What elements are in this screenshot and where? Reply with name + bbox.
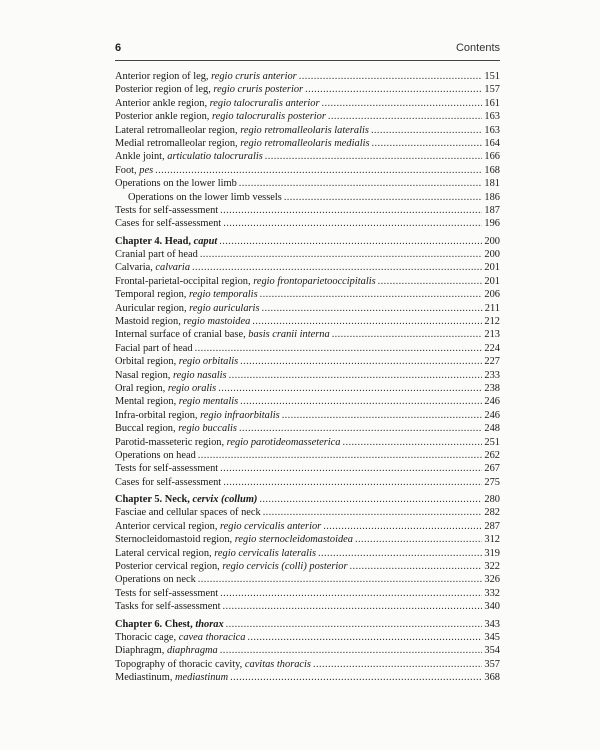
toc-entry-latin-term: thorax [195,618,224,630]
toc-entry-title [115,248,198,261]
dot-leader [262,302,483,315]
toc-entry-title [115,587,218,600]
toc-entry [115,409,500,422]
toc-entry-title-text: Operations on the lower limb [115,178,237,190]
toc-entry-title-text: Tests for self-assessment [115,204,219,216]
dot-leader [260,288,483,301]
dot-leader [332,328,483,341]
toc-entry-latin-term: regio cervicis (colli) posterior [222,561,348,573]
toc-entry [115,507,500,520]
dot-leader [222,600,482,613]
dot-leader [299,70,483,83]
toc-entry [115,382,500,395]
toc-entry-page-number: 186 [484,191,500,203]
toc-entry [115,204,500,217]
toc-entry [115,573,500,586]
toc-entry [115,658,500,671]
dot-leader [252,315,482,328]
toc-entry-latin-term: regio parotideomasseterica [226,436,341,448]
toc-entry-latin-term: regio sternocleidomastoidea [234,534,353,546]
toc-entry-title-text: Buccal region, [115,423,179,435]
toc-entry-page-number: 213 [484,329,500,341]
toc-entry-title-text: Posterior cervical region, [115,561,223,573]
toc-entry-page-number: 224 [484,342,500,354]
toc-entry [115,671,500,684]
toc-entry-latin-term: cavea thoracica [178,632,246,643]
toc-entry-page-number: 280 [484,494,500,506]
toc-entry-page-number: 332 [484,587,500,599]
toc-entry-title [115,275,376,288]
toc-entry-title [115,355,238,368]
toc-entry-title-text: Oral region, [115,382,168,394]
toc-entry-latin-term: regio retromalleolaris lateralis [240,124,369,136]
toc-entry-title-text: Foot, [115,164,140,176]
toc-entry-title [115,533,353,546]
toc-entry-page-number: 196 [484,218,500,230]
running-title: Contents [455,42,500,54]
toc-entry-title [115,658,311,671]
toc-entry-title [115,342,193,355]
toc-entry-title [115,164,153,177]
toc-entry-title [115,217,221,230]
toc-entry-page-number: 181 [484,178,500,190]
dot-leader [198,573,483,586]
toc-entry-title [115,395,238,408]
toc-entry-latin-term: regio retromalleolaris medialis [240,137,370,149]
toc-entry [115,355,500,368]
dot-leader [247,631,482,644]
toc-entry [115,248,500,261]
toc-entry-latin-term: regio talocruralis anterior [209,97,320,109]
dot-leader [328,110,483,123]
toc-entry-title-text: Cases for self-assessment [115,476,222,488]
toc-entry-latin-term: diaphragma [166,645,218,657]
toc-entry-latin-term: articulatio talocruralis [167,151,263,163]
dot-leader [378,275,483,288]
toc-entry-title [115,261,190,274]
toc-entry [115,150,500,163]
toc-entry-page-number: 201 [484,262,500,274]
dot-leader [220,587,482,600]
toc-entry-page-number: 246 [484,396,500,408]
toc-entry-page-number: 200 [484,249,500,261]
toc-entry-title-text: Operations on the lower limb vessels [128,191,282,203]
toc-entry-title-text: Operations on head [115,449,196,461]
toc-entry-title-text: Frontal-parietal-occipital region, [115,275,254,287]
toc-entry-page-number: 238 [484,382,500,394]
toc-entry-title-text: Anterior cervical region, [115,520,221,532]
toc-entry-latin-term: regio cervicalis anterior [220,520,322,532]
toc-entry-page-number: 357 [484,658,500,670]
dot-leader [342,436,482,449]
dot-leader [155,164,482,177]
toc-entry-latin-term: regio frontoparietooccipitalis [253,275,376,287]
toc-entry-page-number: 262 [484,449,500,461]
toc-entry-title-text: Tasks for self-assessment [115,601,221,613]
toc-entry [115,70,500,83]
toc-entry-title [115,369,227,382]
toc-entry-page-number: 187 [484,204,500,216]
toc-entry-page-number: 227 [484,356,500,368]
toc-entry-page-number: 322 [484,561,500,573]
toc-entry-title [115,476,221,489]
toc-entry-title [115,547,316,560]
toc-entry-title [115,328,330,341]
toc-entry-latin-term: regio nasalis [173,369,227,381]
toc-entry-latin-term: regio oralis [167,382,217,394]
toc-entry [115,137,500,150]
toc-entry [115,449,500,462]
toc-entry-title-text: Orbital region, [115,356,179,368]
toc-entry-latin-term: regio mentalis [178,396,239,408]
toc-entry-page-number: 168 [484,164,500,176]
dot-leader [259,493,482,506]
toc-entry-title [115,204,218,217]
dot-leader [240,395,482,408]
toc-entry-page-number: 251 [484,436,500,448]
toc-entry-latin-term: regio temporalis [189,289,258,301]
toc-entry-latin-term: regio mastoidea [183,316,251,328]
toc-entry-title-text: Posterior ankle region, [115,111,212,123]
toc-entry-title [115,70,297,83]
dot-leader [220,644,483,657]
toc-entry-title [115,235,217,248]
header-rule [115,60,500,61]
dot-leader [226,618,483,631]
dot-leader [355,533,482,546]
toc-entry-latin-term: regio cervicalis lateralis [214,547,317,559]
toc-entry-title-text: Thoracic cage, [115,632,179,643]
toc-entry [115,436,500,449]
dot-leader [282,409,483,422]
toc-entry [115,288,500,301]
toc-entry-title [115,315,250,328]
dot-leader [195,342,483,355]
toc-entry-page-number: 248 [484,423,500,435]
toc-entry-page-number: 368 [484,672,500,684]
toc-entry-title-text: Tests for self-assessment [115,463,219,475]
toc-entry-title-text: Internal surface of cranial base, [115,329,249,341]
toc-entry-title [115,97,320,110]
dot-leader [371,124,482,137]
dot-leader [349,560,482,573]
toc-entry-latin-term: caput [193,235,218,247]
toc-entry [115,644,500,657]
dot-leader [220,204,482,217]
toc-entry-title-text: Medial retromalleolar region, [115,137,241,149]
dot-leader [284,191,483,204]
toc-entry-latin-term: basis cranii interna [248,329,330,341]
toc-entry-page-number: 267 [484,463,500,475]
toc-entry-page-number: 287 [484,520,500,532]
toc-entry-title-text: Infra-orbital region, [115,409,201,421]
toc-entry [115,560,500,573]
toc-entry-title-text: Operations on neck [115,574,196,586]
toc-entry-page-number: 345 [484,632,500,643]
toc-entry [115,631,500,644]
toc-entry-title [115,83,303,96]
toc-entry-page-number: 275 [484,476,500,488]
dot-leader [323,520,482,533]
toc-entry [115,83,500,96]
toc-entry-page-number: 151 [484,70,500,82]
toc-entry [115,217,500,230]
toc-entry-title-text: Parotid-masseteric region, [115,436,227,448]
toc-entry-title-text: Anterior region of leg, [115,70,212,82]
toc-entry [115,395,500,408]
toc-entry-title-text: Topography of thoracic cavity, [115,658,245,670]
toc-entry-title [115,137,370,150]
toc-entry [115,476,500,489]
toc-entry-title-text: Mastoid region, [115,316,184,328]
toc-entry-title [115,422,237,435]
dot-leader [223,476,482,489]
toc-entry-title [115,382,216,395]
toc-entry-latin-term: calvaria [155,262,191,274]
toc-entry [115,328,500,341]
toc-chapter-entry [115,493,500,506]
toc-entry-page-number: 343 [484,618,500,630]
toc-entry-page-number: 166 [484,151,500,163]
toc-entry-page-number: 157 [484,84,500,96]
toc-entry [115,302,500,315]
dot-leader [318,547,482,560]
toc-entry-title-text: Lateral retromalleolar region, [115,124,241,136]
toc-entry-title [115,644,218,657]
toc-entry-title-text: Temporal region, [115,289,190,301]
toc-entry-page-number: 212 [484,316,500,328]
toc-entry-title [115,493,257,506]
toc-entry-page-number: 246 [484,409,500,421]
toc-entry-title [115,110,326,123]
dot-leader [200,248,483,261]
toc-entry-title-text: Mediastinum, [115,672,176,684]
dot-leader [372,137,483,150]
dot-leader [313,658,482,671]
toc-entry-page-number: 206 [484,289,500,301]
toc-entry-title [115,409,280,422]
toc-entry-title-text: Chapter 5. Neck, [115,494,193,506]
toc-entry-title-text: Tests for self-assessment [115,587,219,599]
toc-entry-title-text: Cranial part of head [115,249,198,261]
toc-entry-title-text: Diaphragm, [115,645,167,657]
toc-entry-title-text: Auricular region, [115,302,190,314]
toc-entry-title-text: Sternocleidomastoid region, [115,534,235,546]
dot-leader [192,261,482,274]
toc-entry-title [115,191,282,204]
toc-entry-latin-term: cavitas thoracis [244,658,311,670]
toc-entry-latin-term: regio infraorbitalis [200,409,280,421]
toc-entry-page-number: 163 [484,124,500,136]
toc-entry-page-number: 326 [484,574,500,586]
toc-entry-title-text: Calvaria, [115,262,156,274]
dot-leader [240,355,482,368]
toc-entry [115,97,500,110]
toc-entry-page-number: 163 [484,111,500,123]
toc-entry [115,422,500,435]
dot-leader [223,217,482,230]
toc-entry [115,369,500,382]
toc-entry [115,462,500,475]
toc-entry [115,275,500,288]
toc-entry-title-text: Chapter 4. Head, [115,235,194,247]
toc-entry-title [115,560,347,573]
toc-entry-title [115,449,196,462]
toc-entry-title [115,177,237,190]
toc-entry-page-number: 161 [484,97,500,109]
toc-entry [115,533,500,546]
dot-leader [322,97,483,110]
toc-entry-page-number: 200 [484,235,500,247]
toc-entry-page-number: 340 [484,601,500,613]
toc-entry-title [115,573,196,586]
toc-entry-latin-term: regio buccalis [178,423,237,435]
toc-entry [115,191,500,204]
toc-entry [115,587,500,600]
toc-entry-latin-term: mediastinum [175,672,229,684]
toc-entry-title-text: Cases for self-assessment [115,218,222,230]
page-header [115,42,500,58]
dot-leader [230,671,482,684]
toc-entry-latin-term: pes [139,164,154,176]
toc-entry-page-number: 312 [484,534,500,546]
toc-entry [115,110,500,123]
toc-entry-page-number: 319 [484,547,500,559]
toc-entry-title [115,506,261,519]
toc-entry-title-text: Mental region, [115,396,179,408]
toc-entry-title-text: Lateral cervical region, [115,547,215,559]
toc-entry [115,177,500,190]
toc-entry [115,124,500,137]
dot-leader [220,462,482,475]
toc-entry-latin-term: regio cruris posterior [213,84,304,96]
dot-leader [265,150,483,163]
toc-entry-title [115,671,228,684]
toc-entry-page-number: 201 [484,275,500,287]
toc-entry [115,315,500,328]
dot-leader [305,83,482,96]
toc-entry [115,342,500,355]
toc-entry-latin-term: regio talocruralis posterior [211,111,326,123]
toc-entry-page-number: 233 [484,369,500,381]
toc-chapter-entry [115,235,500,248]
toc-entry-page-number: 211 [484,302,500,314]
toc-entry-title [115,631,245,644]
toc-entry-title [115,520,321,533]
toc-entry-page-number: 164 [484,137,500,149]
table-of-contents [115,70,500,685]
toc-entry-title-text: Fasciae and cellular spaces of neck [115,507,261,519]
toc-entry-title-text: Anterior ankle region, [115,97,210,109]
toc-entry-title-text: Ankle joint, [115,151,168,163]
toc-entry-title-text: Nasal region, [115,369,173,381]
toc-entry-title [115,618,224,631]
toc-entry-latin-term: regio orbitalis [178,356,239,368]
dot-leader [218,382,482,395]
toc-entry [115,547,500,560]
toc-entry-title-text: Chapter 6. Chest, [115,618,196,630]
toc-entry-page-number: 282 [484,507,500,519]
toc-entry-title [115,462,218,475]
toc-chapter-entry [115,618,500,631]
dot-leader [263,506,483,519]
toc-entry [115,520,500,533]
toc-entry-title [115,150,263,163]
dot-leader [239,177,483,190]
toc-entry-title [115,302,260,315]
toc-entry-title [115,600,220,613]
toc-entry-title-text: Facial part of head [115,342,193,354]
toc-entry-title [115,124,369,137]
dot-leader [229,369,483,382]
dot-leader [198,449,483,462]
toc-entry [115,164,500,177]
toc-entry-latin-term: regio auricularis [189,302,260,314]
toc-entry-title [115,436,340,449]
toc-entry-latin-term: cervix (collum) [192,494,258,506]
dot-leader [219,235,482,248]
dot-leader [239,422,482,435]
toc-entry [115,600,500,613]
toc-entry [115,261,500,274]
page-number: 6 [115,42,122,54]
toc-entry-page-number: 354 [484,645,500,657]
toc-entry-title-text: Posterior region of leg, [115,84,214,96]
toc-entry-title [115,288,258,301]
toc-entry-latin-term: regio cruris anterior [211,70,297,82]
